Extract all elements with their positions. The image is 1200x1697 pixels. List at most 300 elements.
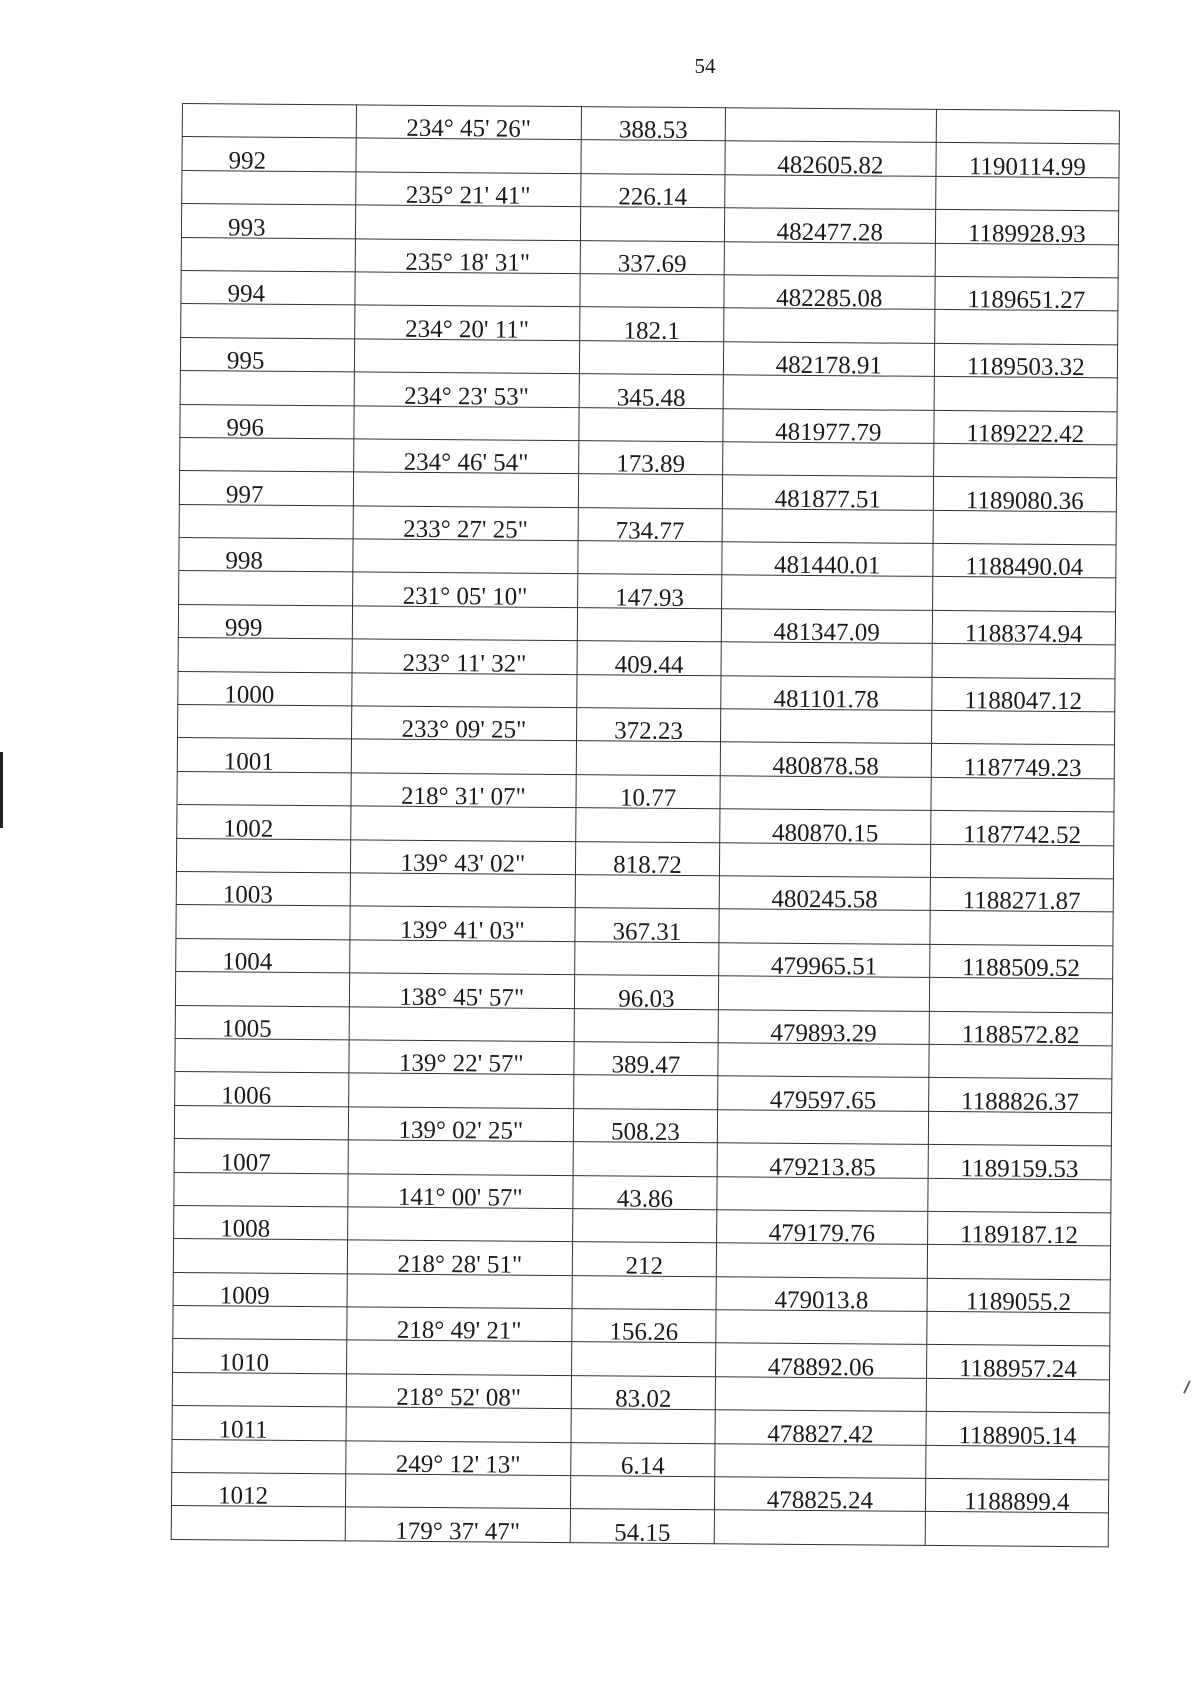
northing-cell: [719, 876, 930, 914]
distance-cell: [581, 140, 725, 175]
distance-cell: [576, 741, 720, 776]
northing-value: 481440.01: [773, 552, 881, 580]
station-cell: [175, 1072, 349, 1110]
northing-cell: [717, 1143, 928, 1181]
station-cell: [176, 871, 350, 910]
station-cell: [176, 905, 350, 940]
bearing-cell: [346, 1440, 571, 1479]
bearing-value: 179° 37' 47": [395, 1517, 521, 1546]
station-cell: [175, 972, 349, 1007]
station-value: 1006: [221, 1082, 272, 1110]
bearing-value: 218° 49' 21": [396, 1317, 522, 1346]
easting-cell: [930, 877, 1114, 916]
bearing-cell: [356, 105, 581, 144]
easting-cell: [931, 744, 1115, 782]
northing-cell: [721, 642, 932, 677]
bearing-value: 234° 46' 54": [403, 449, 529, 478]
easting-cell: [934, 310, 1118, 345]
easting-cell: [932, 577, 1116, 612]
northing-cell: [714, 1510, 925, 1545]
bearing-cell: [351, 706, 576, 745]
northing-value: 480870.15: [771, 819, 879, 848]
bearing-cell: [345, 1507, 570, 1546]
distance-cell: [572, 1275, 716, 1310]
station-value: 1008: [220, 1215, 271, 1244]
bearing-cell: [352, 572, 577, 611]
bearing-value: 235° 18' 31": [405, 248, 531, 277]
northing-cell: [721, 675, 932, 714]
bearing-cell: [356, 138, 581, 173]
station-value: 1004: [222, 948, 273, 976]
bearing-value: 234° 45' 26": [406, 115, 532, 144]
bearing-cell: [348, 1107, 573, 1145]
distance-cell: [575, 875, 719, 910]
northing-cell: [716, 1243, 927, 1278]
distance-value: 96.03: [618, 985, 675, 1013]
northing-cell: [724, 308, 935, 343]
northing-cell: [717, 1176, 928, 1211]
station-value: 992: [228, 147, 267, 175]
easting-cell: [925, 1478, 1109, 1517]
distance-value: 367.31: [612, 918, 682, 946]
station-cell: [182, 170, 356, 205]
bearing-cell: [355, 272, 580, 307]
station-cell: [182, 104, 356, 139]
distance-cell: [578, 541, 722, 576]
station-cell: [175, 1005, 349, 1043]
distance-value: 226.14: [618, 183, 688, 212]
easting-cell: [935, 210, 1119, 248]
bearing-value: 139° 43' 02": [400, 849, 526, 878]
easting-value: 1188572.82: [961, 1021, 1080, 1050]
station-cell: [177, 738, 351, 776]
easting-value: 1188899.4: [964, 1488, 1070, 1517]
easting-cell: [926, 1311, 1110, 1346]
northing-cell: [723, 442, 934, 477]
easting-value: 1189503.32: [966, 353, 1085, 382]
northing-cell: [716, 1276, 927, 1315]
easting-cell: [933, 510, 1117, 545]
station-cell: [173, 1339, 347, 1377]
distance-value: 337.69: [617, 250, 687, 278]
station-cell: [179, 471, 353, 509]
station-cell: [179, 571, 353, 606]
station-cell: [180, 437, 354, 472]
distance-cell: [572, 1208, 716, 1243]
northing-value: 478892.06: [767, 1353, 875, 1382]
easting-value: 1188826.37: [960, 1087, 1080, 1116]
station-cell: [175, 1038, 349, 1073]
station-cell: [173, 1306, 347, 1341]
northing-cell: [722, 475, 933, 514]
northing-cell: [722, 575, 933, 610]
distance-value: 734.77: [615, 517, 685, 546]
station-value: 1009: [219, 1282, 270, 1310]
bearing-cell: [352, 672, 577, 707]
station-cell: [180, 404, 354, 442]
easting-cell: [926, 1345, 1110, 1383]
distance-value: 212: [625, 1252, 664, 1280]
easting-value: 1188271.87: [962, 887, 1081, 916]
distance-cell: [574, 1008, 718, 1043]
northing-value: 482178.91: [775, 351, 883, 380]
easting-value: 1188047.12: [964, 687, 1083, 716]
bearing-value: 218° 31' 07": [400, 782, 526, 811]
station-value: 996: [226, 414, 265, 442]
easting-value: 1189159.53: [960, 1154, 1079, 1183]
bearing-cell: [349, 1040, 574, 1079]
distance-cell: [577, 607, 721, 642]
bearing-cell: [352, 639, 577, 678]
bearing-cell: [355, 238, 580, 277]
distance-cell: [581, 173, 725, 212]
easting-cell: [935, 276, 1119, 315]
bearing-cell: [349, 1006, 574, 1041]
easting-value: 1189187.12: [959, 1221, 1078, 1250]
station-cell: [176, 838, 350, 873]
distance-value: 345.48: [616, 383, 686, 412]
bearing-cell: [354, 339, 579, 374]
northing-cell: [715, 1410, 926, 1449]
station-cell: [174, 1205, 348, 1244]
distance-cell: [580, 240, 724, 278]
easting-cell: [934, 343, 1118, 382]
northing-cell: [722, 542, 933, 580]
distance-value: 83.02: [615, 1385, 672, 1414]
distance-cell: [573, 1175, 717, 1213]
distance-cell: [573, 1142, 717, 1177]
northing-value: 482477.28: [776, 218, 884, 247]
easting-cell: [928, 1078, 1112, 1116]
northing-value: 479597.65: [769, 1086, 877, 1115]
bearing-value: 233° 27' 25": [403, 515, 528, 544]
easting-cell: [932, 644, 1116, 679]
northing-value: 481877.51: [774, 485, 881, 514]
easting-value: 1189928.93: [967, 219, 1086, 248]
station-value: 1002: [223, 814, 274, 843]
station-value: 1005: [221, 1015, 272, 1043]
distance-cell: [571, 1342, 715, 1377]
station-cell: [178, 638, 352, 673]
northing-cell: [723, 375, 934, 410]
northing-value: 480878.58: [772, 752, 879, 781]
station-value: 1001: [223, 748, 274, 776]
distance-value: 173.89: [616, 450, 686, 479]
northing-cell: [718, 976, 929, 1011]
northing-cell: [717, 1109, 928, 1144]
northing-cell: [725, 141, 936, 180]
distance-cell: [580, 207, 724, 242]
easting-value: 1189222.42: [966, 420, 1085, 449]
distance-cell: [574, 975, 718, 1013]
northing-cell: [719, 909, 930, 944]
bearing-value: 234° 20' 11": [405, 315, 530, 344]
scan-mark: [1183, 1380, 1191, 1394]
northing-cell: [720, 809, 931, 848]
bearing-value: 231° 05' 10": [402, 582, 528, 611]
distance-cell: [572, 1309, 716, 1347]
northing-cell: [724, 208, 935, 247]
bearing-cell: [345, 1474, 570, 1509]
station-cell: [177, 805, 351, 843]
survey-traverse-table: [171, 103, 1120, 1547]
station-cell: [180, 371, 354, 406]
easting-cell: [930, 844, 1114, 879]
bearing-cell: [356, 172, 581, 210]
bearing-value: 138° 45' 57": [399, 983, 525, 1012]
distance-value: 54.15: [614, 1519, 671, 1547]
station-value: 998: [225, 547, 264, 576]
northing-value: 482605.82: [777, 151, 884, 180]
northing-cell: [725, 175, 936, 210]
station-cell: [174, 1105, 348, 1140]
distance-cell: [575, 941, 719, 976]
northing-cell: [720, 776, 931, 811]
distance-value: 389.47: [611, 1051, 681, 1080]
easting-value: 1187749.23: [963, 753, 1082, 782]
bearing-cell: [346, 1340, 571, 1375]
northing-cell: [718, 1076, 929, 1115]
easting-cell: [933, 443, 1117, 478]
table-body: [171, 104, 1119, 1547]
bearing-cell: [353, 472, 578, 507]
easting-cell: [933, 477, 1117, 515]
distance-value: 147.93: [615, 584, 685, 612]
distance-cell: [571, 1375, 715, 1414]
station-cell: [173, 1272, 347, 1310]
station-cell: [172, 1372, 346, 1407]
distance-cell: [579, 441, 723, 479]
distance-cell: [574, 1042, 718, 1080]
easting-cell: [934, 377, 1118, 412]
distance-cell: [575, 841, 719, 879]
northing-cell: [716, 1310, 927, 1345]
distance-value: 6.14: [620, 1452, 665, 1480]
easting-cell: [931, 710, 1115, 745]
bearing-cell: [351, 739, 576, 774]
easting-cell: [930, 911, 1114, 946]
bearing-cell: [353, 506, 578, 544]
distance-cell: [577, 674, 721, 709]
northing-value: 481101.78: [773, 685, 879, 714]
easting-cell: [929, 978, 1113, 1013]
bearing-cell: [351, 773, 576, 811]
station-value: 993: [227, 213, 266, 242]
distance-cell: [579, 407, 723, 442]
bearing-value: 249° 12' 13": [395, 1450, 521, 1479]
bearing-cell: [348, 1140, 573, 1175]
distance-cell: [570, 1476, 714, 1511]
margin-mark: [0, 752, 3, 828]
station-cell: [181, 204, 355, 242]
station-cell: [178, 705, 352, 740]
bearing-value: 139° 02' 25": [398, 1116, 524, 1145]
northing-value: 478825.24: [766, 1487, 874, 1515]
bearing-value: 235° 21' 41": [405, 181, 531, 210]
bearing-cell: [350, 839, 575, 878]
station-cell: [179, 538, 353, 576]
easting-cell: [927, 1211, 1111, 1250]
northing-value: 482285.08: [776, 285, 883, 313]
easting-cell: [925, 1512, 1109, 1547]
easting-cell: [934, 410, 1118, 449]
northing-value: 479179.76: [768, 1219, 876, 1248]
easting-cell: [928, 1111, 1112, 1146]
bearing-cell: [347, 1207, 572, 1242]
station-cell: [181, 304, 355, 339]
bearing-cell: [354, 405, 579, 440]
distance-cell: [580, 274, 724, 309]
bearing-value: 141° 00' 57": [397, 1183, 523, 1212]
easting-cell: [928, 1145, 1112, 1183]
northing-value: 478827.42: [767, 1420, 874, 1449]
northing-cell: [715, 1443, 926, 1478]
distance-value: 388.53: [618, 116, 688, 145]
distance-value: 409.44: [614, 651, 684, 679]
easting-cell: [932, 543, 1116, 582]
easting-cell: [929, 1044, 1113, 1079]
easting-value: 1189651.27: [967, 286, 1086, 315]
easting-value: 1188490.04: [965, 553, 1084, 582]
easting-value: 1187742.52: [963, 820, 1082, 849]
bearing-cell: [347, 1274, 572, 1309]
distance-value: 508.23: [610, 1118, 680, 1147]
station-cell: [172, 1439, 346, 1474]
distance-cell: [571, 1409, 715, 1444]
station-value: 1011: [218, 1415, 268, 1444]
easting-cell: [929, 944, 1113, 983]
easting-cell: [935, 243, 1119, 278]
easting-cell: [925, 1445, 1109, 1480]
bearing-cell: [349, 973, 574, 1012]
station-value: 1003: [222, 881, 273, 910]
northing-cell: [720, 742, 931, 781]
northing-cell: [718, 1009, 929, 1048]
northing-value: 480245.58: [771, 886, 878, 914]
bearing-cell: [354, 372, 579, 411]
station-cell: [174, 1172, 348, 1207]
bearing-cell: [346, 1374, 571, 1412]
easting-value: 1189080.36: [965, 486, 1084, 515]
distance-value: 156.26: [609, 1318, 679, 1347]
bearing-cell: [347, 1307, 572, 1346]
bearing-cell: [355, 205, 580, 240]
northing-cell: [717, 1210, 928, 1248]
distance-cell: [573, 1108, 717, 1147]
distance-value: 43.86: [616, 1185, 674, 1213]
bearing-cell: [346, 1407, 571, 1442]
easting-cell: [930, 811, 1114, 849]
easting-cell: [927, 1178, 1111, 1213]
distance-cell: [578, 474, 722, 509]
easting-cell: [929, 1011, 1113, 1050]
bearing-value: 234° 23' 53": [404, 382, 530, 411]
distance-cell: [579, 374, 723, 412]
station-cell: [173, 1239, 347, 1274]
easting-cell: [932, 610, 1116, 649]
bearing-cell: [348, 1173, 573, 1212]
distance-value: 818.72: [613, 851, 682, 879]
northing-value: 479213.85: [769, 1153, 876, 1181]
distance-cell: [577, 641, 721, 679]
easting-value: 1188957.24: [958, 1354, 1077, 1383]
distance-cell: [571, 1442, 715, 1480]
station-value: 999: [224, 614, 263, 642]
bearing-cell: [350, 906, 575, 945]
easting-value: 1188905.14: [958, 1421, 1077, 1450]
bearing-cell: [350, 873, 575, 908]
easting-value: 1190114.99: [968, 152, 1086, 181]
station-cell: [172, 1406, 346, 1444]
station-value: 1010: [219, 1349, 270, 1377]
station-value: 997: [225, 481, 264, 509]
station-cell: [181, 270, 355, 309]
easting-cell: [931, 777, 1115, 812]
station-cell: [177, 771, 351, 806]
bearing-cell: [353, 539, 578, 574]
distance-value: 372.23: [614, 717, 684, 746]
easting-value: 1189055.2: [965, 1288, 1072, 1317]
bearing-cell: [347, 1240, 572, 1279]
northing-cell: [724, 241, 935, 276]
bearing-value: 233° 11' 32": [402, 649, 527, 678]
easting-cell: [935, 176, 1119, 211]
station-cell: [181, 237, 355, 272]
distance-cell: [577, 574, 721, 612]
easting-cell: [931, 677, 1115, 716]
northing-cell: [721, 709, 932, 744]
bearing-value: 218° 52' 08": [396, 1383, 522, 1412]
northing-cell: [722, 508, 933, 543]
station-cell: [174, 1139, 348, 1177]
bearing-value: 139° 41' 03": [399, 916, 525, 945]
distance-cell: [578, 507, 722, 546]
station-cell: [179, 504, 353, 539]
station-cell: [180, 337, 354, 375]
northing-cell: [724, 275, 935, 313]
distance-cell: [576, 708, 720, 746]
easting-cell: [926, 1378, 1110, 1413]
distance-cell: [574, 1075, 718, 1110]
distance-value: 182.1: [623, 317, 680, 345]
page-number: 54: [694, 54, 716, 78]
northing-cell: [714, 1477, 925, 1515]
distance-cell: [581, 107, 725, 145]
easting-cell: [936, 143, 1120, 181]
northing-cell: [718, 1043, 929, 1078]
station-cell: [178, 671, 352, 709]
northing-value: 479013.8: [774, 1286, 869, 1315]
station-value: 1000: [224, 681, 275, 709]
easting-cell: [936, 109, 1120, 144]
bearing-cell: [351, 806, 576, 841]
station-value: 1007: [220, 1148, 271, 1177]
station-cell: [171, 1506, 345, 1541]
station-cell: [171, 1472, 345, 1511]
bearing-value: 218° 28' 51": [397, 1250, 523, 1279]
distance-cell: [575, 908, 719, 946]
northing-cell: [719, 943, 930, 981]
northing-value: 481977.79: [775, 418, 882, 447]
station-value: 995: [226, 347, 265, 375]
bearing-cell: [352, 606, 577, 641]
easting-value: 1188374.94: [964, 620, 1083, 649]
station-cell: [176, 938, 350, 976]
station-cell: [178, 604, 352, 642]
northing-cell: [723, 341, 934, 380]
distance-value: 10.77: [619, 784, 677, 813]
northing-cell: [719, 842, 930, 877]
